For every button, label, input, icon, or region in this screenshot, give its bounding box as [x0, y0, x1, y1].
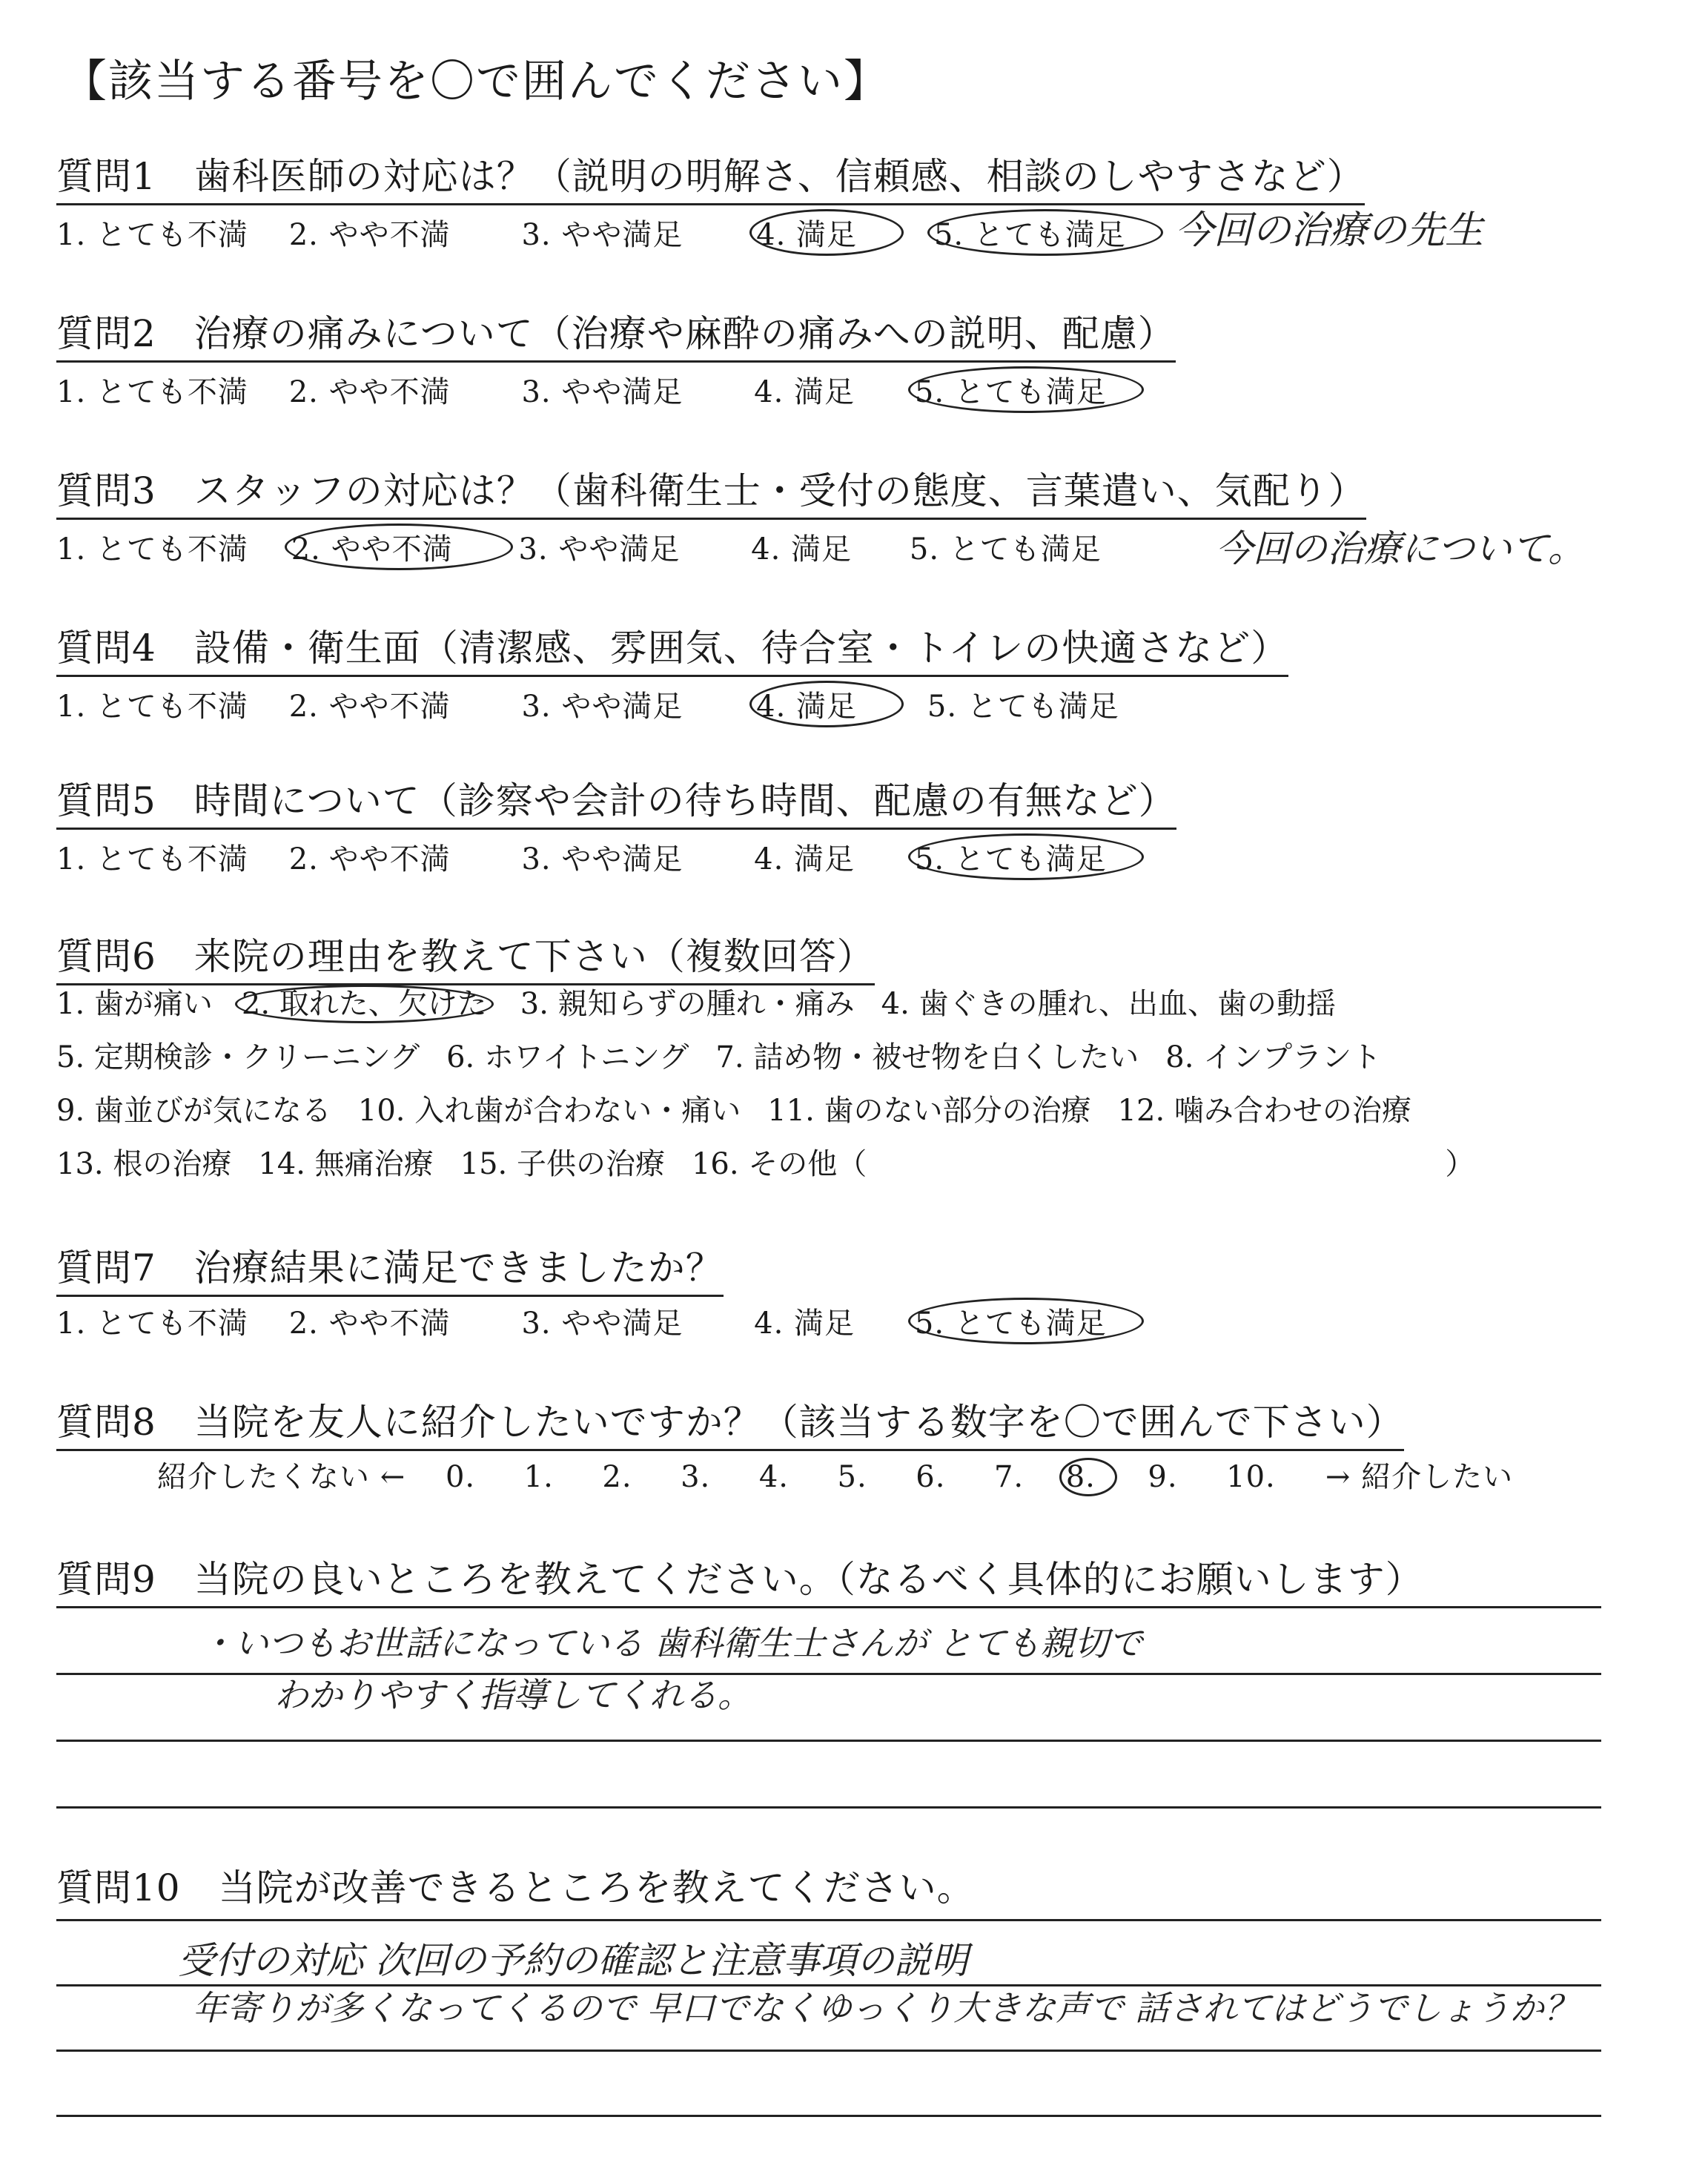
question-10-title: 質問10 当院が改善できるところを教えてください。: [56, 1866, 975, 1909]
q3-option-4[interactable]: 4. 満足: [751, 532, 853, 567]
q3-option-3[interactable]: 3. やや満足: [518, 532, 681, 567]
q1-option-3[interactable]: 3. やや満足: [521, 218, 683, 252]
q6-option-15[interactable]: 15. 子供の治療: [460, 1147, 665, 1181]
question-6-options: [56, 977, 1501, 1191]
q6-option-10[interactable]: 10. 入れ歯が合わない・痛い: [357, 1094, 741, 1128]
q1-option-4[interactable]: 4. 満足: [749, 209, 904, 256]
q8-option-9[interactable]: 9.: [1148, 1460, 1178, 1494]
q2-option-3[interactable]: 3. やや満足: [521, 375, 683, 409]
question-2-options: [56, 366, 1139, 413]
q8-right-label: → 紹介したい: [1325, 1460, 1514, 1494]
question-8-title: 質問8 当院を友人に紹介したいですか？（該当する数字を〇で囲んで下さい）: [56, 1393, 1404, 1451]
q3-option-5[interactable]: 5. とても満足: [909, 532, 1102, 567]
q6-option-16[interactable]: 16. その他（: [691, 1147, 867, 1181]
q8-option-6[interactable]: 6.: [916, 1460, 946, 1494]
q9-answer-2[interactable]: わかりやすく指導してくれる。: [274, 1675, 752, 1715]
question-1-title: 質問1 歯科医師の対応は？（説明の明解さ、信頼感、相談のしやすさなど）: [56, 147, 1365, 205]
q8-option-3[interactable]: 3.: [681, 1460, 711, 1494]
q4-option-5[interactable]: 5. とても満足: [927, 690, 1119, 724]
q1-option-1[interactable]: 1. とても不満: [56, 218, 248, 252]
q6-option-9[interactable]: 9. 歯並びが気になる: [56, 1094, 331, 1128]
q6-row-2: [56, 1031, 1501, 1084]
q6-option-3[interactable]: 3. 親知らずの腫れ・痛み: [520, 987, 855, 1021]
q6-option-2[interactable]: 2. 取れた、欠けた: [235, 985, 494, 1023]
q4-option-4[interactable]: 4. 満足: [749, 681, 904, 727]
q5-option-2[interactable]: 2. やや不満: [288, 842, 451, 876]
q6-option-7[interactable]: 7. 詰め物・被せ物を白くしたい: [715, 1040, 1139, 1074]
q7-option-4[interactable]: 4. 満足: [754, 1307, 855, 1341]
q4-option-3[interactable]: 3. やや満足: [521, 690, 683, 724]
q10-answer-line: [56, 1919, 1601, 1921]
question-7-title: 質問7 治療結果に満足できましたか？: [56, 1238, 724, 1297]
q10-answer-line: [56, 2050, 1601, 2052]
q6-option-12[interactable]: 12. 噛み合わせの治療: [1117, 1094, 1411, 1128]
q3-option-2[interactable]: 2. やや不満: [285, 524, 513, 570]
q7-option-2[interactable]: 2. やや不満: [288, 1307, 451, 1341]
q6-option-6[interactable]: 6. ホワイトニング: [446, 1040, 689, 1074]
q6-option-8[interactable]: 8. インプラント: [1165, 1040, 1382, 1074]
q8-left-label: 紹介したくない ←: [157, 1460, 406, 1494]
q6-option-5[interactable]: 5. 定期検診・クリーニング: [56, 1040, 420, 1074]
q5-option-1[interactable]: 1. とても不満: [56, 842, 248, 876]
question-5-title: 質問5 時間について（診察や会計の待ち時間、配慮の有無など）: [56, 771, 1176, 830]
q6-row-4: [56, 1137, 1501, 1191]
q2-option-5[interactable]: 5. とても満足: [908, 366, 1144, 413]
q9-answer-line: [56, 1740, 1601, 1742]
q1-option-5[interactable]: 5. とても満足: [927, 209, 1163, 256]
q9-answer-line: [56, 1806, 1601, 1809]
question-1-options: [56, 209, 1159, 256]
q6-other-close: ）: [1445, 1147, 1475, 1181]
q5-option-4[interactable]: 4. 満足: [754, 842, 855, 876]
q10-answer-line: [56, 2115, 1601, 2117]
q6-row-3: [56, 1084, 1501, 1137]
q9-answer-1[interactable]: ・いつもお世話になっている 歯科衛生士さんが とても親切で: [200, 1623, 1143, 1663]
question-8-scale: [157, 1453, 1513, 1496]
form-heading: 【該当する番号を〇で囲んでください】: [62, 56, 890, 108]
q8-option-4[interactable]: 4.: [758, 1460, 789, 1494]
q8-option-5[interactable]: 5.: [837, 1460, 867, 1494]
q6-option-1[interactable]: 1. 歯が痛い: [56, 987, 213, 1021]
q7-option-5[interactable]: 5. とても満足: [908, 1298, 1144, 1344]
question-2-title: 質問2 治療の痛みについて（治療や麻酔の痛みへの説明、配慮）: [56, 304, 1176, 363]
q5-option-5[interactable]: 5. とても満足: [908, 833, 1144, 880]
question-3-title: 質問3 スタッフの対応は？（歯科衛生士・受付の態度、言葉遣い、気配り）: [56, 461, 1366, 520]
q7-option-3[interactable]: 3. やや満足: [521, 1307, 683, 1341]
q4-option-1[interactable]: 1. とても不満: [56, 690, 248, 724]
question-4-title: 質問4 設備・衛生面（清潔感、雰囲気、待合室・トイレの快適さなど）: [56, 618, 1288, 677]
q8-option-2[interactable]: 2.: [602, 1460, 632, 1494]
question-7-options: [56, 1298, 1139, 1344]
q10-answer-1[interactable]: 受付の対応 次回の予約の確認と注意事項の説明: [178, 1939, 968, 1982]
question-6-title: 質問6 来院の理由を教えて下さい（複数回答）: [56, 927, 875, 985]
q8-option-8[interactable]: 8.: [1059, 1458, 1117, 1496]
q2-option-1[interactable]: 1. とても不満: [56, 375, 248, 409]
question-4-options: [56, 681, 1150, 727]
q4-option-2[interactable]: 2. やや不満: [288, 690, 451, 724]
q2-option-2[interactable]: 2. やや不満: [288, 375, 451, 409]
q9-answer-line: [56, 1606, 1601, 1608]
q7-option-1[interactable]: 1. とても不満: [56, 1307, 248, 1341]
q8-option-7[interactable]: 7.: [993, 1460, 1025, 1494]
q6-option-14[interactable]: 14. 無痛治療: [258, 1147, 434, 1181]
q5-option-3[interactable]: 3. やや満足: [521, 842, 683, 876]
q6-row-1: [56, 977, 1501, 1031]
q2-option-4[interactable]: 4. 満足: [754, 375, 855, 409]
q3-handwritten-note: 今回の治療について。: [1216, 527, 1585, 570]
question-5-options: [56, 833, 1139, 880]
q3-option-1[interactable]: 1. とても不満: [56, 532, 248, 567]
q8-option-0[interactable]: 0.: [445, 1460, 476, 1494]
q6-option-4[interactable]: 4. 歯ぐきの腫れ、出血、歯の動揺: [881, 987, 1336, 1021]
q6-option-11[interactable]: 11. 歯のない部分の治療: [767, 1094, 1091, 1128]
q8-option-10[interactable]: 10.: [1226, 1460, 1276, 1494]
q6-option-13[interactable]: 13. 根の治療: [56, 1147, 232, 1181]
q8-option-1[interactable]: 1.: [523, 1460, 554, 1494]
question-9-title: 質問9 当院の良いところを教えてください。（なるべく具体的にお願いします）: [56, 1558, 1423, 1601]
q1-option-2[interactable]: 2. やや不満: [288, 218, 451, 252]
question-3-options: [56, 524, 1132, 570]
q10-answer-2[interactable]: 年寄りが多くなってくるので 早口でなくゆっくり大きな声で 話されてはどうでしょうか？: [193, 1988, 1578, 2028]
q1-handwritten-note: 今回の治療の先生: [1175, 208, 1484, 253]
